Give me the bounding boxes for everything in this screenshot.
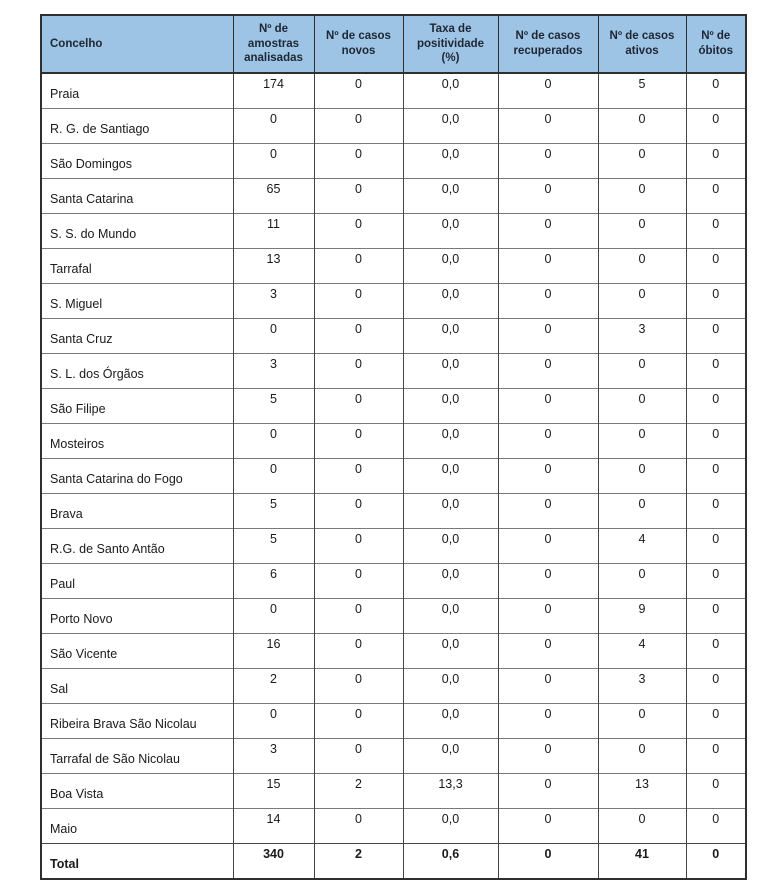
- table-row: [41, 284, 746, 319]
- value-cell-2: 0,0: [403, 179, 498, 214]
- value-cell-0: 13: [233, 249, 314, 284]
- concelho-cell: S. Miguel: [41, 284, 233, 319]
- value-cell-2: 0,0: [403, 424, 498, 459]
- value-cell-5: 0: [686, 704, 746, 739]
- value-cell-5: 0: [686, 494, 746, 529]
- value-cell-3: 0: [498, 214, 598, 249]
- value-cell-2: 0,0: [403, 249, 498, 284]
- table-row: [41, 494, 746, 529]
- table-row: [41, 529, 746, 564]
- table-row: [41, 459, 746, 494]
- value-cell-5: 0: [686, 389, 746, 424]
- value-cell-0: 3: [233, 284, 314, 319]
- value-cell-1: 0: [314, 319, 403, 354]
- value-cell-5: 0: [686, 214, 746, 249]
- value-cell-0: 15: [233, 774, 314, 809]
- value-cell-0: 5: [233, 494, 314, 529]
- value-cell-4: 0: [598, 354, 686, 389]
- concelho-cell: Sal: [41, 669, 233, 704]
- value-cell-0: 340: [233, 844, 314, 880]
- value-cell-2: 0,0: [403, 739, 498, 774]
- value-cell-3: 0: [498, 354, 598, 389]
- value-cell-3: 0: [498, 109, 598, 144]
- value-cell-4: 4: [598, 529, 686, 564]
- value-cell-2: 0,0: [403, 529, 498, 564]
- value-cell-0: 0: [233, 704, 314, 739]
- value-cell-1: 0: [314, 144, 403, 179]
- value-cell-2: 0,0: [403, 669, 498, 704]
- value-cell-4: 0: [598, 809, 686, 844]
- table-row: [41, 249, 746, 284]
- concelho-cell: R.G. de Santo Antão: [41, 529, 233, 564]
- value-cell-2: 0,0: [403, 564, 498, 599]
- value-cell-4: 4: [598, 634, 686, 669]
- concelho-cell: Maio: [41, 809, 233, 844]
- value-cell-4: 0: [598, 704, 686, 739]
- value-cell-2: 0,0: [403, 704, 498, 739]
- value-cell-4: 0: [598, 144, 686, 179]
- value-cell-4: 13: [598, 774, 686, 809]
- table-row: [41, 109, 746, 144]
- value-cell-4: 0: [598, 424, 686, 459]
- concelho-cell: Brava: [41, 494, 233, 529]
- value-cell-4: 0: [598, 564, 686, 599]
- value-cell-3: 0: [498, 319, 598, 354]
- concelho-cell: Tarrafal de São Nicolau: [41, 739, 233, 774]
- table-row: [41, 214, 746, 249]
- value-cell-2: 0,0: [403, 319, 498, 354]
- value-cell-1: 0: [314, 669, 403, 704]
- value-cell-1: 0: [314, 459, 403, 494]
- value-cell-5: 0: [686, 73, 746, 109]
- value-cell-5: 0: [686, 354, 746, 389]
- value-cell-1: 0: [314, 739, 403, 774]
- value-cell-2: 0,0: [403, 144, 498, 179]
- table-row: [41, 634, 746, 669]
- value-cell-0: 3: [233, 739, 314, 774]
- value-cell-1: 0: [314, 529, 403, 564]
- concelho-cell: Mosteiros: [41, 424, 233, 459]
- value-cell-4: 0: [598, 389, 686, 424]
- value-cell-4: 0: [598, 249, 686, 284]
- value-cell-0: 11: [233, 214, 314, 249]
- value-cell-0: 174: [233, 73, 314, 109]
- value-cell-1: 0: [314, 249, 403, 284]
- value-cell-0: 16: [233, 634, 314, 669]
- header-casos-ativos: Nº de casos ativos: [598, 15, 686, 73]
- value-cell-5: 0: [686, 599, 746, 634]
- value-cell-2: 13,3: [403, 774, 498, 809]
- value-cell-5: 0: [686, 459, 746, 494]
- concelho-cell: S. L. dos Órgãos: [41, 354, 233, 389]
- table-row: [41, 354, 746, 389]
- concelho-stats-table: [40, 14, 747, 880]
- value-cell-4: 0: [598, 459, 686, 494]
- table-row: [41, 389, 746, 424]
- value-cell-0: 0: [233, 109, 314, 144]
- value-cell-3: 0: [498, 669, 598, 704]
- value-cell-5: 0: [686, 284, 746, 319]
- value-cell-4: 9: [598, 599, 686, 634]
- header-concelho: Concelho: [41, 15, 233, 73]
- value-cell-1: 2: [314, 844, 403, 880]
- value-cell-3: 0: [498, 284, 598, 319]
- value-cell-4: 3: [598, 319, 686, 354]
- value-cell-4: 41: [598, 844, 686, 880]
- value-cell-1: 0: [314, 389, 403, 424]
- concelho-cell: Porto Novo: [41, 599, 233, 634]
- value-cell-3: 0: [498, 739, 598, 774]
- table-body: [41, 73, 746, 879]
- value-cell-5: 0: [686, 564, 746, 599]
- value-cell-3: 0: [498, 809, 598, 844]
- value-cell-2: 0,0: [403, 214, 498, 249]
- table-row: [41, 179, 746, 214]
- header-casos-recuperados: Nº de casos recuperados: [498, 15, 598, 73]
- value-cell-1: 0: [314, 809, 403, 844]
- value-cell-1: 2: [314, 774, 403, 809]
- value-cell-1: 0: [314, 599, 403, 634]
- value-cell-1: 0: [314, 704, 403, 739]
- value-cell-2: 0,0: [403, 109, 498, 144]
- concelho-cell: Praia: [41, 73, 233, 109]
- value-cell-5: 0: [686, 319, 746, 354]
- total-row: [41, 844, 746, 880]
- value-cell-3: 0: [498, 459, 598, 494]
- value-cell-1: 0: [314, 354, 403, 389]
- concelho-cell: Santa Catarina: [41, 179, 233, 214]
- value-cell-0: 0: [233, 459, 314, 494]
- table-row: [41, 424, 746, 459]
- value-cell-0: 3: [233, 354, 314, 389]
- value-cell-5: 0: [686, 249, 746, 284]
- value-cell-2: 0,6: [403, 844, 498, 880]
- value-cell-3: 0: [498, 704, 598, 739]
- table-row: [41, 704, 746, 739]
- value-cell-5: 0: [686, 144, 746, 179]
- value-cell-3: 0: [498, 424, 598, 459]
- value-cell-5: 0: [686, 179, 746, 214]
- header-casos-novos: Nº de casos novos: [314, 15, 403, 73]
- concelho-stats-table-wrap: [40, 14, 747, 880]
- value-cell-0: 0: [233, 319, 314, 354]
- header-row: [41, 15, 746, 73]
- value-cell-2: 0,0: [403, 599, 498, 634]
- value-cell-5: 0: [686, 809, 746, 844]
- value-cell-5: 0: [686, 739, 746, 774]
- table-header: [41, 15, 746, 73]
- value-cell-5: 0: [686, 109, 746, 144]
- value-cell-0: 2: [233, 669, 314, 704]
- table-row: [41, 809, 746, 844]
- header-taxa-positividade: Taxa de positividade (%): [403, 15, 498, 73]
- table-row: [41, 599, 746, 634]
- value-cell-3: 0: [498, 844, 598, 880]
- value-cell-2: 0,0: [403, 73, 498, 109]
- value-cell-3: 0: [498, 564, 598, 599]
- table-row: [41, 144, 746, 179]
- value-cell-0: 0: [233, 424, 314, 459]
- value-cell-5: 0: [686, 669, 746, 704]
- value-cell-1: 0: [314, 179, 403, 214]
- value-cell-2: 0,0: [403, 354, 498, 389]
- value-cell-4: 0: [598, 494, 686, 529]
- concelho-cell: São Vicente: [41, 634, 233, 669]
- table-row: [41, 669, 746, 704]
- value-cell-5: 0: [686, 424, 746, 459]
- value-cell-1: 0: [314, 424, 403, 459]
- table-row: [41, 564, 746, 599]
- value-cell-3: 0: [498, 179, 598, 214]
- value-cell-0: 5: [233, 389, 314, 424]
- concelho-cell: Boa Vista: [41, 774, 233, 809]
- value-cell-3: 0: [498, 634, 598, 669]
- table-row: [41, 774, 746, 809]
- value-cell-5: 0: [686, 529, 746, 564]
- value-cell-3: 0: [498, 73, 598, 109]
- value-cell-3: 0: [498, 249, 598, 284]
- value-cell-4: 3: [598, 669, 686, 704]
- value-cell-4: 0: [598, 739, 686, 774]
- value-cell-3: 0: [498, 774, 598, 809]
- value-cell-4: 0: [598, 179, 686, 214]
- value-cell-0: 65: [233, 179, 314, 214]
- concelho-cell: Total: [41, 844, 233, 880]
- header-obitos: Nº de óbitos: [686, 15, 746, 73]
- value-cell-0: 14: [233, 809, 314, 844]
- value-cell-1: 0: [314, 109, 403, 144]
- header-amostras-analisadas: Nº de amostras analisadas: [233, 15, 314, 73]
- value-cell-4: 5: [598, 73, 686, 109]
- concelho-cell: São Domingos: [41, 144, 233, 179]
- value-cell-2: 0,0: [403, 389, 498, 424]
- value-cell-4: 0: [598, 109, 686, 144]
- value-cell-0: 0: [233, 599, 314, 634]
- value-cell-3: 0: [498, 144, 598, 179]
- value-cell-2: 0,0: [403, 634, 498, 669]
- table-row: [41, 739, 746, 774]
- value-cell-1: 0: [314, 634, 403, 669]
- value-cell-1: 0: [314, 73, 403, 109]
- value-cell-2: 0,0: [403, 284, 498, 319]
- concelho-cell: Ribeira Brava São Nicolau: [41, 704, 233, 739]
- value-cell-2: 0,0: [403, 494, 498, 529]
- value-cell-3: 0: [498, 389, 598, 424]
- concelho-cell: Tarrafal: [41, 249, 233, 284]
- value-cell-0: 6: [233, 564, 314, 599]
- value-cell-5: 0: [686, 774, 746, 809]
- value-cell-4: 0: [598, 214, 686, 249]
- value-cell-0: 5: [233, 529, 314, 564]
- value-cell-3: 0: [498, 599, 598, 634]
- concelho-cell: S. S. do Mundo: [41, 214, 233, 249]
- table-row: [41, 319, 746, 354]
- value-cell-2: 0,0: [403, 809, 498, 844]
- value-cell-2: 0,0: [403, 459, 498, 494]
- value-cell-1: 0: [314, 214, 403, 249]
- concelho-cell: Paul: [41, 564, 233, 599]
- value-cell-5: 0: [686, 844, 746, 880]
- value-cell-0: 0: [233, 144, 314, 179]
- value-cell-1: 0: [314, 564, 403, 599]
- value-cell-3: 0: [498, 529, 598, 564]
- value-cell-3: 0: [498, 494, 598, 529]
- concelho-cell: Santa Cruz: [41, 319, 233, 354]
- value-cell-1: 0: [314, 284, 403, 319]
- value-cell-1: 0: [314, 494, 403, 529]
- value-cell-5: 0: [686, 634, 746, 669]
- table-row: [41, 73, 746, 109]
- value-cell-4: 0: [598, 284, 686, 319]
- concelho-cell: Santa Catarina do Fogo: [41, 459, 233, 494]
- concelho-cell: R. G. de Santiago: [41, 109, 233, 144]
- concelho-cell: São Filipe: [41, 389, 233, 424]
